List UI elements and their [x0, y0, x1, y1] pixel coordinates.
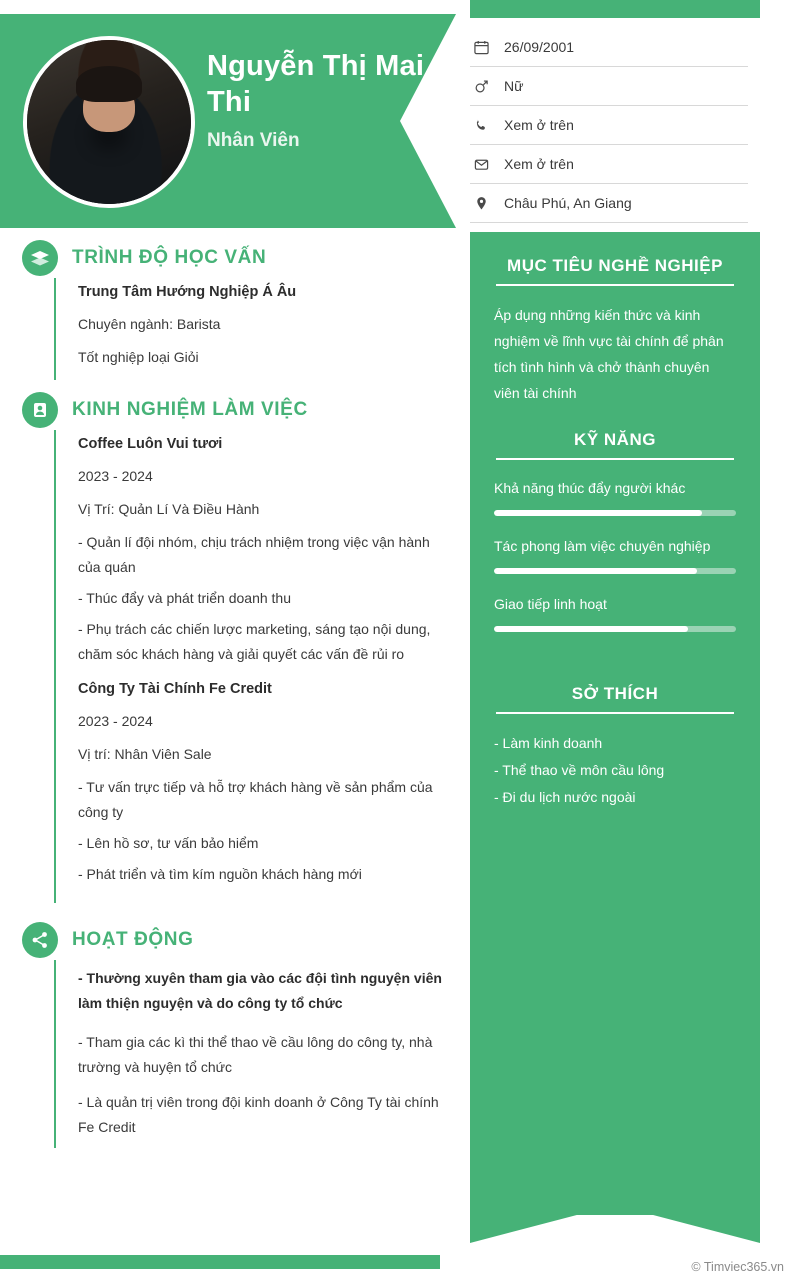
- section-education: [22, 238, 442, 380]
- avatar-photo: [27, 40, 191, 204]
- section-skills: [470, 406, 760, 632]
- contact-item-birthday: [470, 28, 748, 67]
- hobby-item: - Làm kinh doanh: [494, 735, 603, 751]
- section-experience-title: KINH NGHIỆM LÀM VIỆC: [72, 399, 308, 420]
- contact-value-phone: Xem ở trên: [504, 117, 574, 133]
- avatar: [23, 36, 195, 208]
- job-company: Công Ty Tài Chính Fe Credit: [78, 681, 272, 697]
- experience-job: [78, 681, 442, 887]
- section-experience-header: [22, 390, 442, 430]
- section-education-title: TRÌNH ĐỘ HỌC VẤN: [72, 247, 267, 268]
- contact-item-address: [470, 184, 748, 223]
- gender-icon: [472, 79, 490, 94]
- section-activities-body: [54, 960, 442, 1148]
- candidate-job-title: Nhân Viên: [207, 130, 300, 151]
- section-experience-body: [54, 430, 442, 903]
- candidate-name: Nguyễn Thị Mai Thi: [207, 50, 425, 118]
- contact-value-birthday: 26/09/2001: [504, 39, 575, 55]
- job-duty: - Phát triển và tìm kím nguồn khách hàng mới: [78, 866, 362, 882]
- skill-item: [494, 592, 736, 632]
- job-duty: - Lên hồ sơ, tư vấn bảo hiểm: [78, 835, 259, 851]
- skill-bar-track: [494, 626, 736, 632]
- skill-bar-fill: [494, 510, 702, 516]
- section-experience: [22, 390, 442, 903]
- right-column: [470, 0, 800, 1282]
- right-top-band: [470, 0, 760, 18]
- section-education-header: [22, 238, 442, 278]
- activity-item: - Tham gia các kì thi thể thao về cầu lông do công ty, nhà trường và huyện tổ chức: [78, 1034, 433, 1075]
- phone-icon: [472, 118, 490, 133]
- job-duty: - Thúc đẩy và phát triển doanh thu: [78, 590, 291, 606]
- section-objective-title: MỤC TIÊU NGHỀ NGHIỆP: [496, 256, 734, 286]
- briefcase-person-icon: [22, 392, 58, 428]
- section-hobbies-title: SỞ THÍCH: [496, 684, 734, 714]
- education-major: Chuyên ngành: Barista: [78, 316, 221, 332]
- panel-bottom-point: [470, 1205, 760, 1243]
- footer-bar: [0, 1255, 440, 1269]
- skill-bar-fill: [494, 568, 697, 574]
- section-skills-title: KỸ NĂNG: [496, 430, 734, 460]
- right-green-panel: [470, 232, 760, 1215]
- contact-value-gender: Nữ: [504, 78, 524, 94]
- job-period: 2023 - 2024: [78, 713, 153, 729]
- section-activities-header: [22, 920, 442, 960]
- calendar-icon: [472, 40, 490, 55]
- job-company: Coffee Luôn Vui tươi: [78, 436, 223, 452]
- location-icon: [472, 196, 490, 211]
- watermark: © Timviec365.vn: [691, 1260, 784, 1274]
- books-icon: [22, 240, 58, 276]
- job-position: Vị trí: Nhân Viên Sale: [78, 746, 212, 762]
- skill-item: [494, 534, 736, 574]
- skill-label: Tác phong làm việc chuyên nghiệp: [494, 538, 711, 554]
- education-school: Trung Tâm Hướng Nghiệp Á Âu: [78, 284, 297, 300]
- name-block: [207, 48, 437, 152]
- contact-item-phone: [470, 106, 748, 145]
- email-icon: [472, 157, 490, 172]
- skill-label: Giao tiếp linh hoạt: [494, 596, 607, 612]
- skill-item: [494, 476, 736, 516]
- section-hobbies: [470, 650, 760, 811]
- contact-list: [470, 28, 748, 223]
- job-duty: - Phụ trách các chiến lược marketing, sáng tạo nội dung, chăm sóc khách hàng và giải quyết các vấn đề rủi ro: [78, 621, 431, 662]
- skill-bar-track: [494, 568, 736, 574]
- skill-label: Khả năng thúc đẩy người khác: [494, 480, 686, 496]
- objective-text: Áp dụng những kiến thức và kinh nghiệm về lĩnh vực tài chính để phân tích tình hình và chở thành chuyên viên tài chính: [494, 307, 724, 401]
- contact-value-address: Châu Phú, An Giang: [504, 195, 632, 211]
- contact-item-gender: [470, 67, 748, 106]
- section-activities: [22, 920, 442, 1148]
- education-result: Tốt nghiệp loại Giỏi: [78, 349, 199, 365]
- contact-value-email: Xem ở trên: [504, 156, 574, 172]
- contact-item-email: [470, 145, 748, 184]
- job-period: 2023 - 2024: [78, 468, 153, 484]
- hobby-item: - Đi du lịch nước ngoài: [494, 789, 636, 805]
- share-icon: [22, 922, 58, 958]
- skill-bar-track: [494, 510, 736, 516]
- experience-job: [78, 436, 442, 667]
- section-education-body: [54, 278, 442, 380]
- job-position: Vị Trí: Quản Lí Và Điều Hành: [78, 501, 260, 517]
- activity-item: - Thường xuyên tham gia vào các đội tình nguyện viên làm thiện nguyện và do công ty tổ chức: [78, 970, 442, 1011]
- job-duty: - Tư vấn trực tiếp và hỗ trợ khách hàng về sản phẩm của công ty: [78, 779, 433, 820]
- skill-bar-fill: [494, 626, 688, 632]
- section-activities-title: HOẠT ĐỘNG: [72, 929, 194, 950]
- section-objective: [470, 232, 760, 406]
- job-duty: - Quản lí đội nhóm, chịu trách nhiệm trong việc vận hành của quán: [78, 534, 430, 575]
- activity-item: - Là quản trị viên trong đội kinh doanh ở Công Ty tài chính Fe Credit: [78, 1094, 439, 1135]
- hobby-item: - Thể thao về môn cầu lông: [494, 762, 665, 778]
